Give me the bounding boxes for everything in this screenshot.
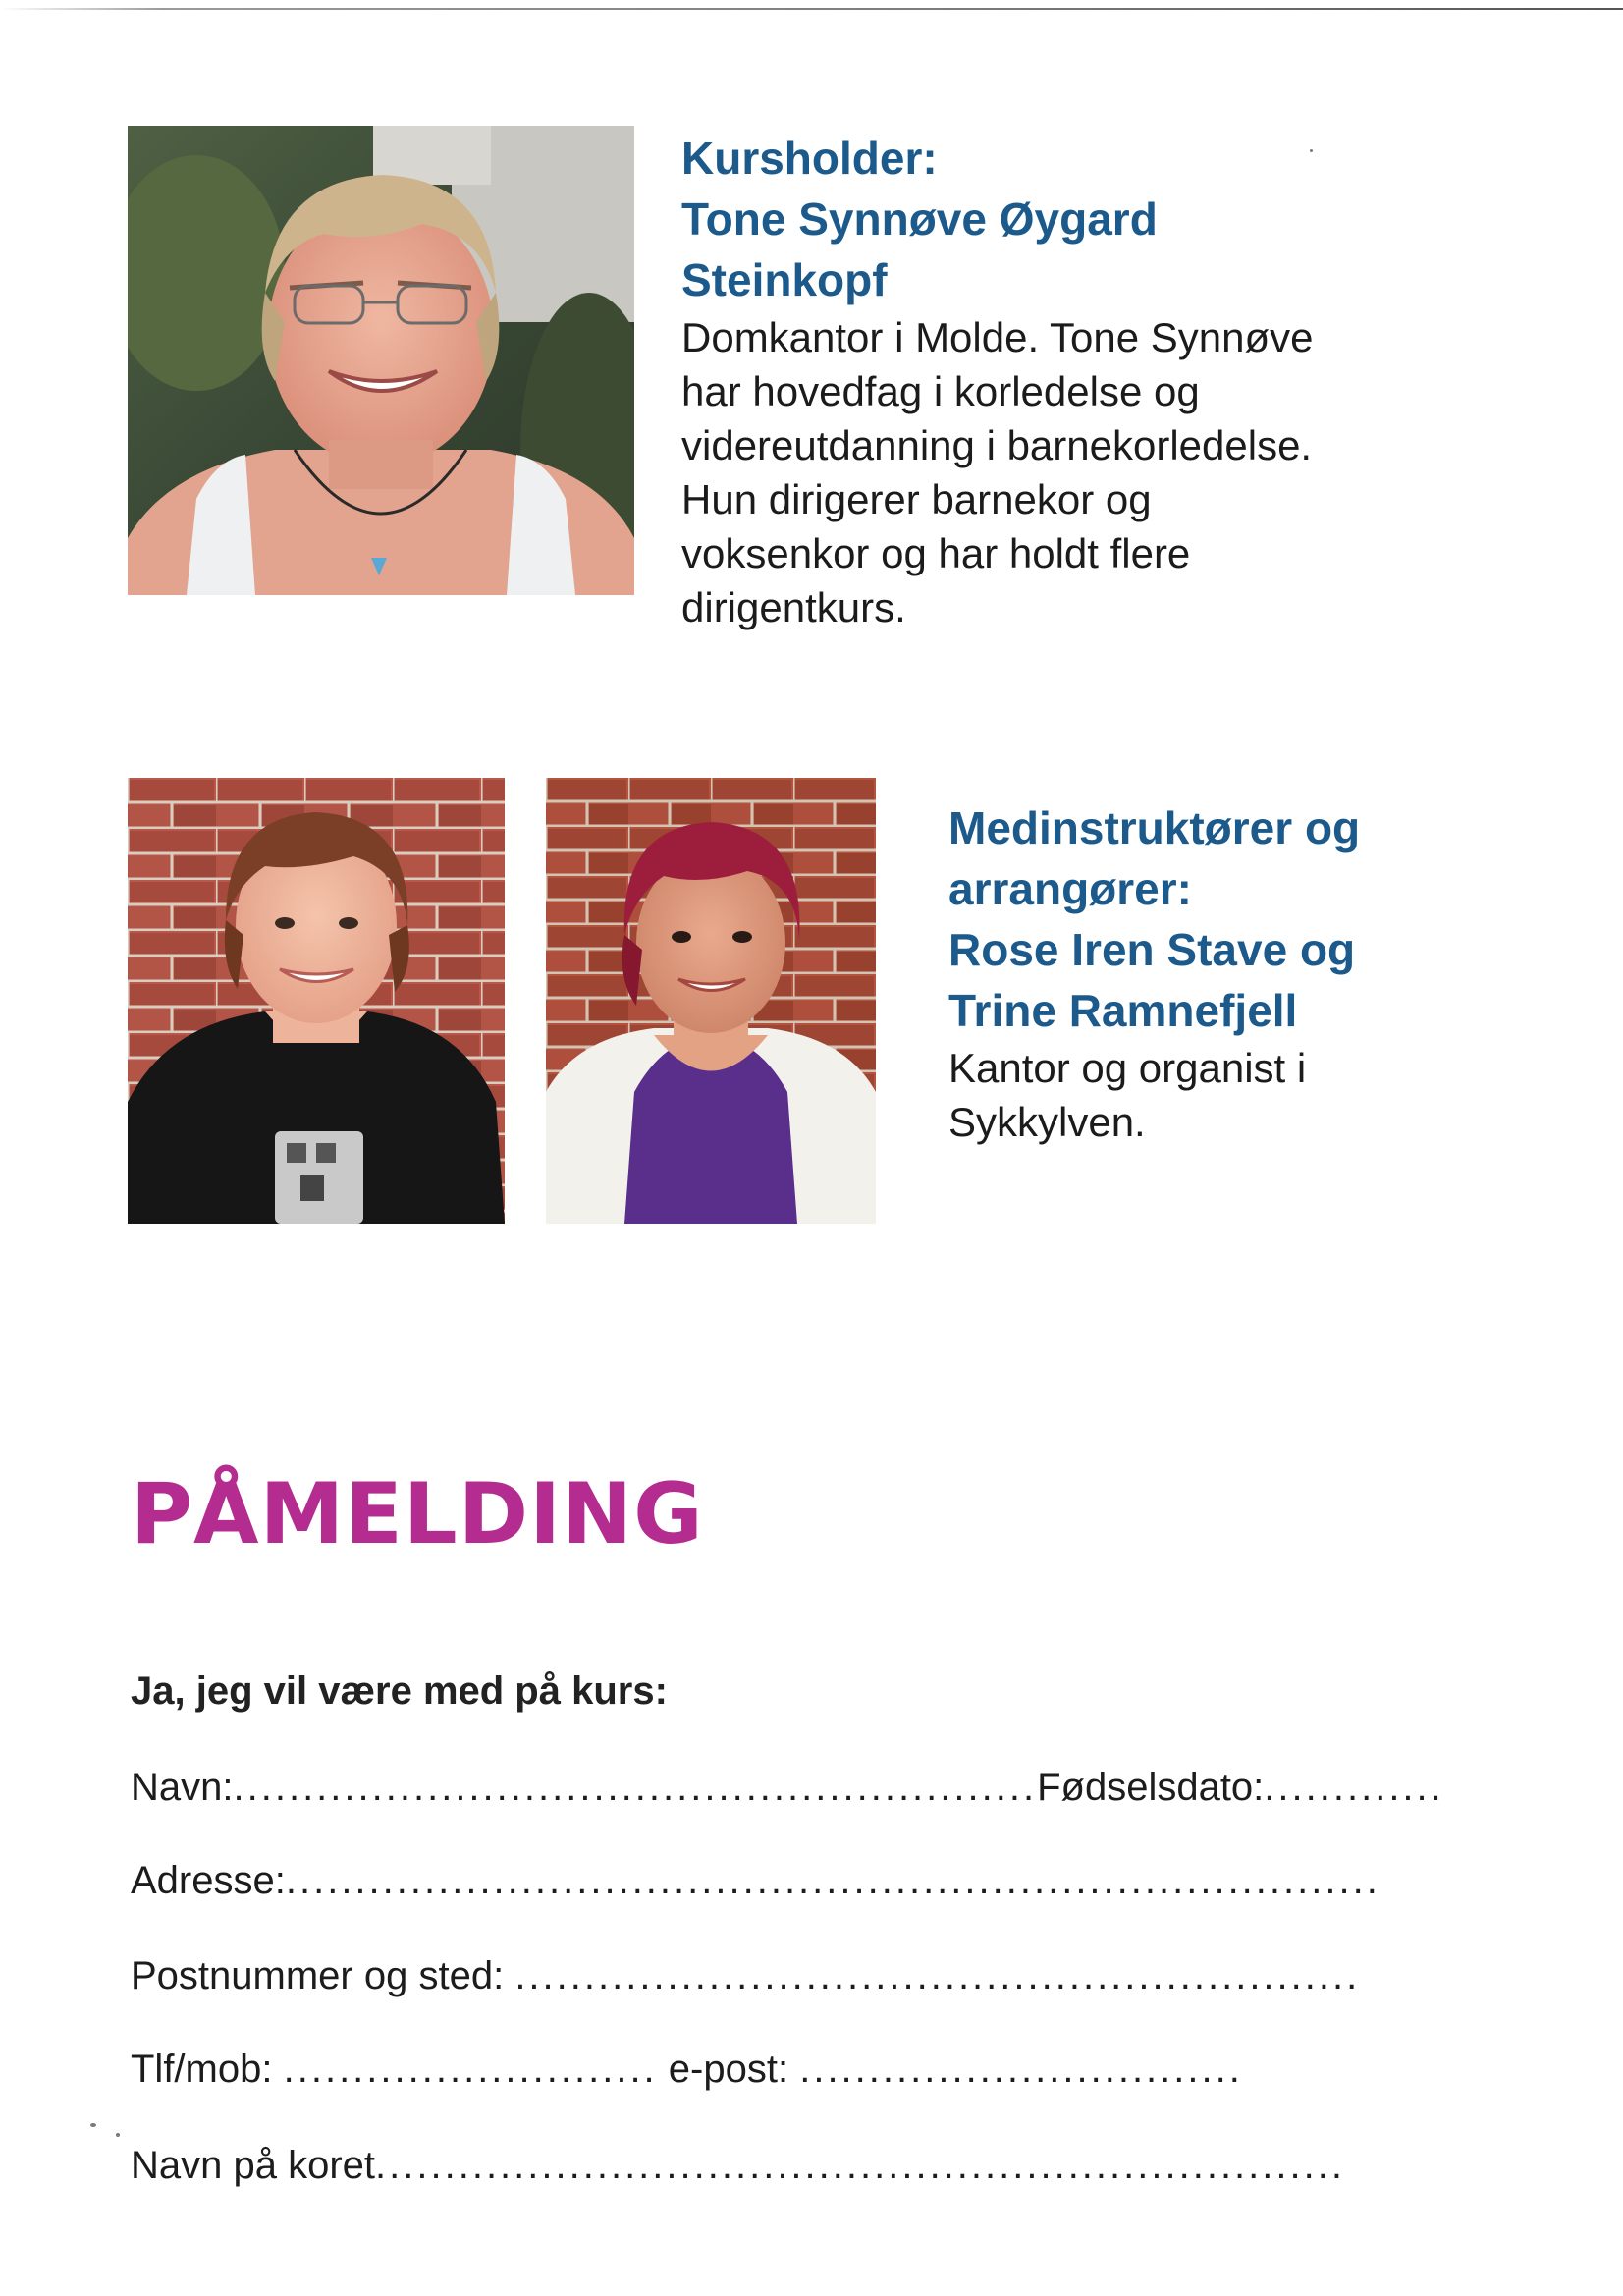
fodselsdato-fill-line[interactable]: .............: [1264, 1766, 1444, 1809]
navn-label: Navn:: [131, 1766, 234, 1809]
medinstruktorer-bio-line: Kantor og organist i: [948, 1045, 1307, 1091]
form-row-adresse: [131, 1854, 1466, 1907]
photo-instructor-1: [128, 778, 505, 1224]
medinstruktorer-bio-line: Sykkylven.: [948, 1099, 1146, 1145]
kursholder-bio-line: videreutdanning i barnekorledelse.: [681, 422, 1313, 468]
medinstruktorer-names-cont: Trine Ramnefjell: [948, 985, 1298, 1036]
epost-fill-line[interactable]: ................................: [799, 2048, 1243, 2091]
kor-label: Navn på koret: [131, 2144, 376, 2187]
adresse-label: Adresse:: [131, 1859, 286, 1902]
photo-instructor-2: [546, 778, 876, 1224]
tlf-label: Tlf/mob:: [131, 2048, 273, 2091]
kursholder-bio-line: har hovedfag i korledelse og: [681, 368, 1200, 414]
form-row-navn: [131, 1761, 1466, 1814]
pamelding-title: PÅMELDING: [131, 1465, 704, 1563]
form-row-kor: [131, 2139, 1466, 2192]
postnummer-label: Postnummer og sted:: [131, 1954, 505, 1997]
kursholder-bio-line: Hun dirigerer barnekor og: [681, 476, 1152, 522]
registration-intro: Ja, jeg vil være med på kurs:: [131, 1669, 668, 1713]
scan-edge-line: [0, 8, 1623, 10]
medinstruktorer-names: Rose Iren Stave og: [948, 924, 1356, 975]
medinstruktorer-block: [948, 797, 1596, 1149]
medinstruktorer-heading-cont: arrangører:: [948, 863, 1192, 914]
postnummer-fill-line[interactable]: .............................................................: [514, 1954, 1361, 1997]
epost-label: e-post:: [668, 2048, 789, 2091]
adresse-fill-line[interactable]: ...............................................................................: [285, 1859, 1380, 1902]
form-row-tlf-epost: [131, 2043, 1466, 2096]
kursholder-bio-line: voksenkor og har holdt flere: [681, 530, 1191, 576]
tlf-fill-line[interactable]: ...........................: [283, 2048, 658, 2091]
scan-speck: [1310, 149, 1313, 152]
medinstruktorer-heading: Medinstruktører og: [948, 802, 1361, 853]
kor-fill-line[interactable]: ......................................................................: [375, 2144, 1345, 2187]
photo-kursholder: [128, 126, 634, 595]
kursholder-bio-line: dirigentkurs.: [681, 584, 906, 630]
form-row-postnummer: [131, 1949, 1466, 2002]
scan-speck: [116, 2133, 120, 2137]
scan-speck: [90, 2123, 96, 2127]
kursholder-name: Tone Synnøve Øygard: [681, 193, 1158, 245]
kursholder-block: [681, 128, 1428, 634]
kursholder-heading: Kursholder:: [681, 133, 938, 184]
kursholder-name-cont: Steinkopf: [681, 254, 888, 305]
navn-fill-line[interactable]: ..........................................................: [233, 1766, 1038, 1809]
kursholder-bio-line: Domkantor i Molde. Tone Synnøve: [681, 314, 1314, 360]
fodselsdato-label: Fødselsdato:: [1037, 1766, 1265, 1809]
